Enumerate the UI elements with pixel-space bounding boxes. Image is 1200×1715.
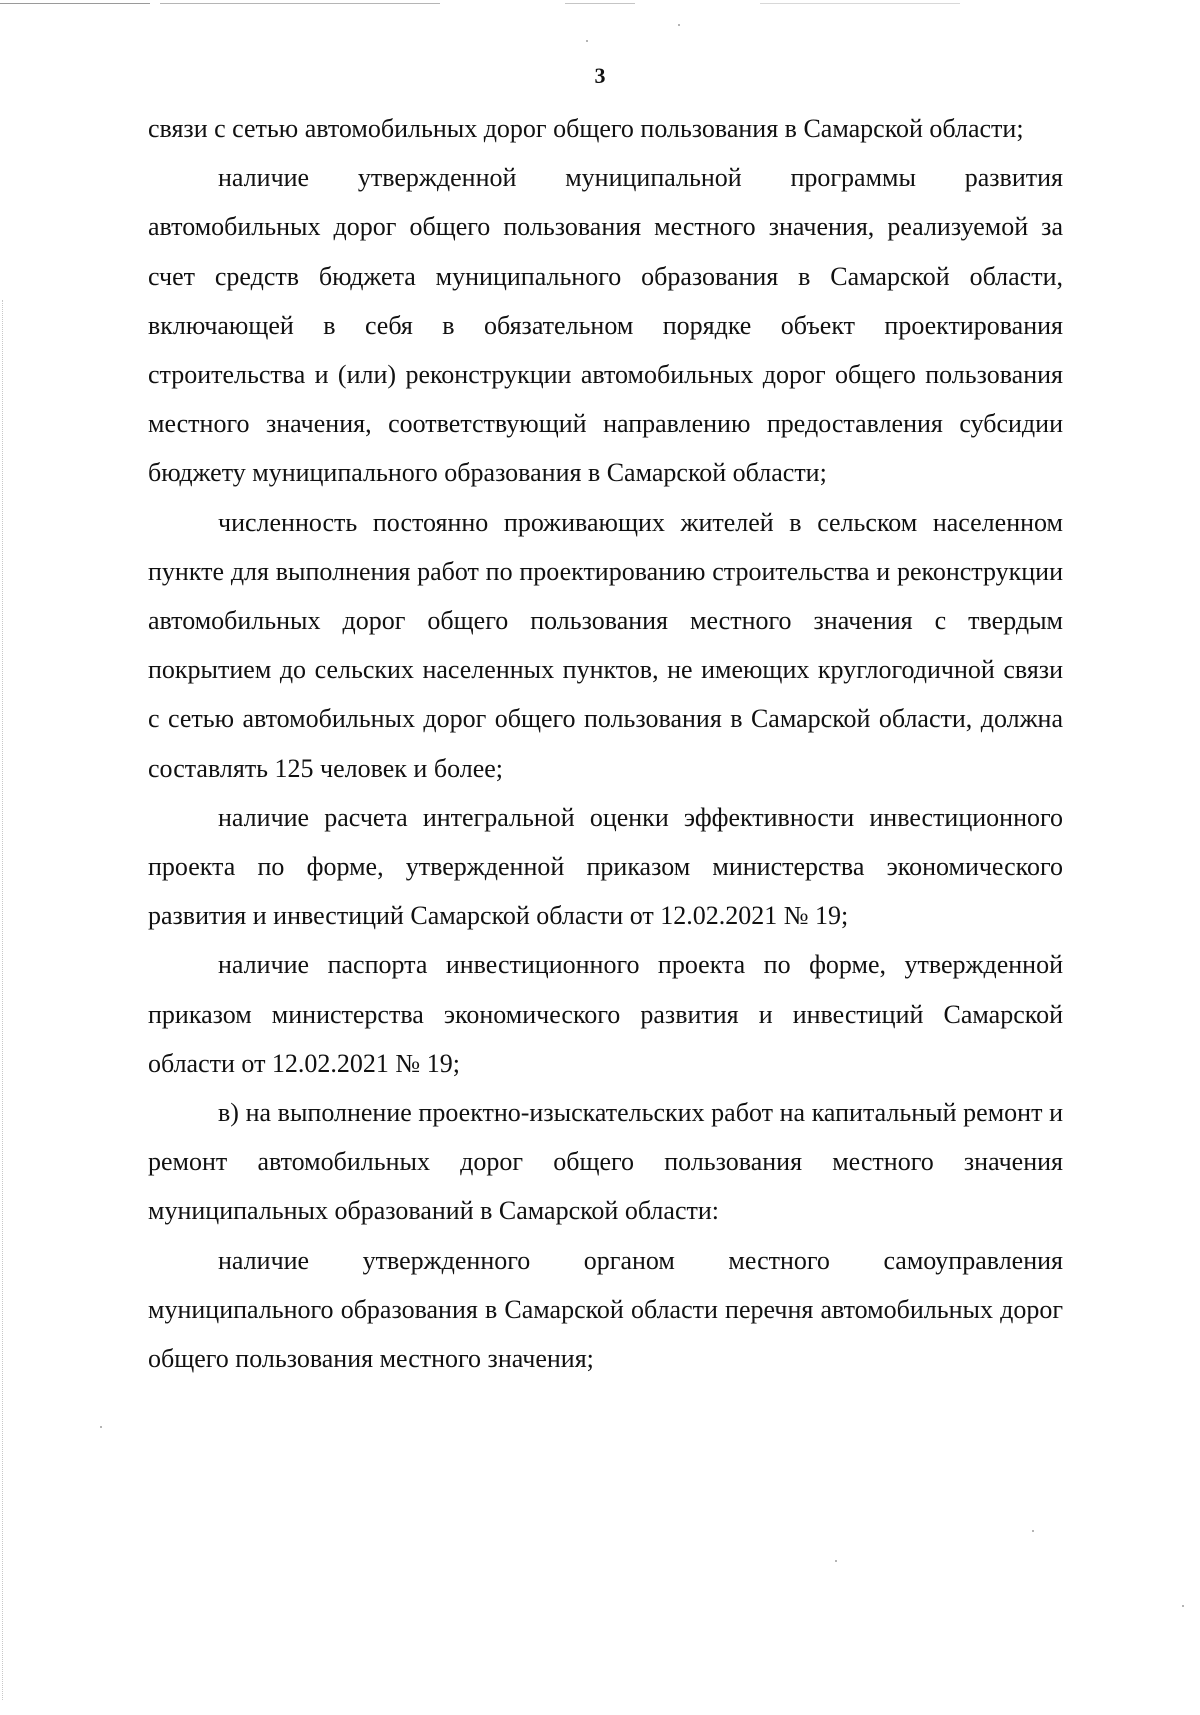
scan-speck bbox=[1182, 1605, 1184, 1607]
scan-speck bbox=[100, 1426, 102, 1428]
paragraph: наличие утвержденной муниципальной программы развития автомобильных дорог общего пользования местного значения, реализуемой за счет средств бюджета муниципального образования в Самарской области, включающей в себя в обязательном порядке объект проектирования строительства и (или) реконструкции автомобильных дорог общего пользования местного значения, соответствующий направлению предоставления субсидии бюджету муниципального образования в Самарской области; bbox=[148, 163, 1063, 488]
paragraph: связи с сетью автомобильных дорог общего пользования в Самарской области; bbox=[148, 114, 1024, 143]
paragraph: наличие паспорта инвестиционного проекта по форме, утвержденной приказом министерства экономического развития и инвестиций Самарской области от 12.02.2021 № 19; bbox=[148, 950, 1063, 1078]
scan-speck bbox=[586, 40, 588, 42]
page-number: 3 bbox=[594, 63, 606, 88]
scan-artifact bbox=[0, 3, 150, 4]
document-body bbox=[148, 104, 1063, 1383]
paragraph: наличие расчета интегральной оценки эффективности инвестиционного проекта по форме, утвержденной приказом министерства экономического развития и инвестиций Самарской области от 12.02.2021 № 19; bbox=[148, 802, 1063, 931]
paragraph: численность постоянно проживающих жителей в сельском населенном пункте для выполнения работ по проектированию строительства и реконструкции автомобильных дорог общего пользования местного значения с твердым покрытием до сельских населенных пунктов, не имеющих круглогодичной связи с сетью автомобильных дорог общего пользования в Самарской области, должна составлять 125 человек и более; bbox=[148, 507, 1063, 783]
paragraph: наличие утвержденного органом местного самоуправления муниципального образования в Самарской области перечня автомобильных дорог общего пользования местного значения; bbox=[148, 1245, 1063, 1374]
scan-artifact bbox=[565, 3, 635, 4]
scan-speck bbox=[1032, 1530, 1034, 1532]
scan-edge bbox=[2, 300, 4, 1700]
scan-speck bbox=[678, 24, 680, 26]
paragraph: в) на выполнение проектно-изыскательских работ на капитальный ремонт и ремонт автомобильных дорог общего пользования местного значения муниципальных образований в Самарской области: bbox=[148, 1098, 1063, 1226]
scan-artifact bbox=[760, 3, 960, 4]
scan-speck bbox=[835, 1560, 837, 1562]
scan-artifact bbox=[160, 3, 440, 4]
